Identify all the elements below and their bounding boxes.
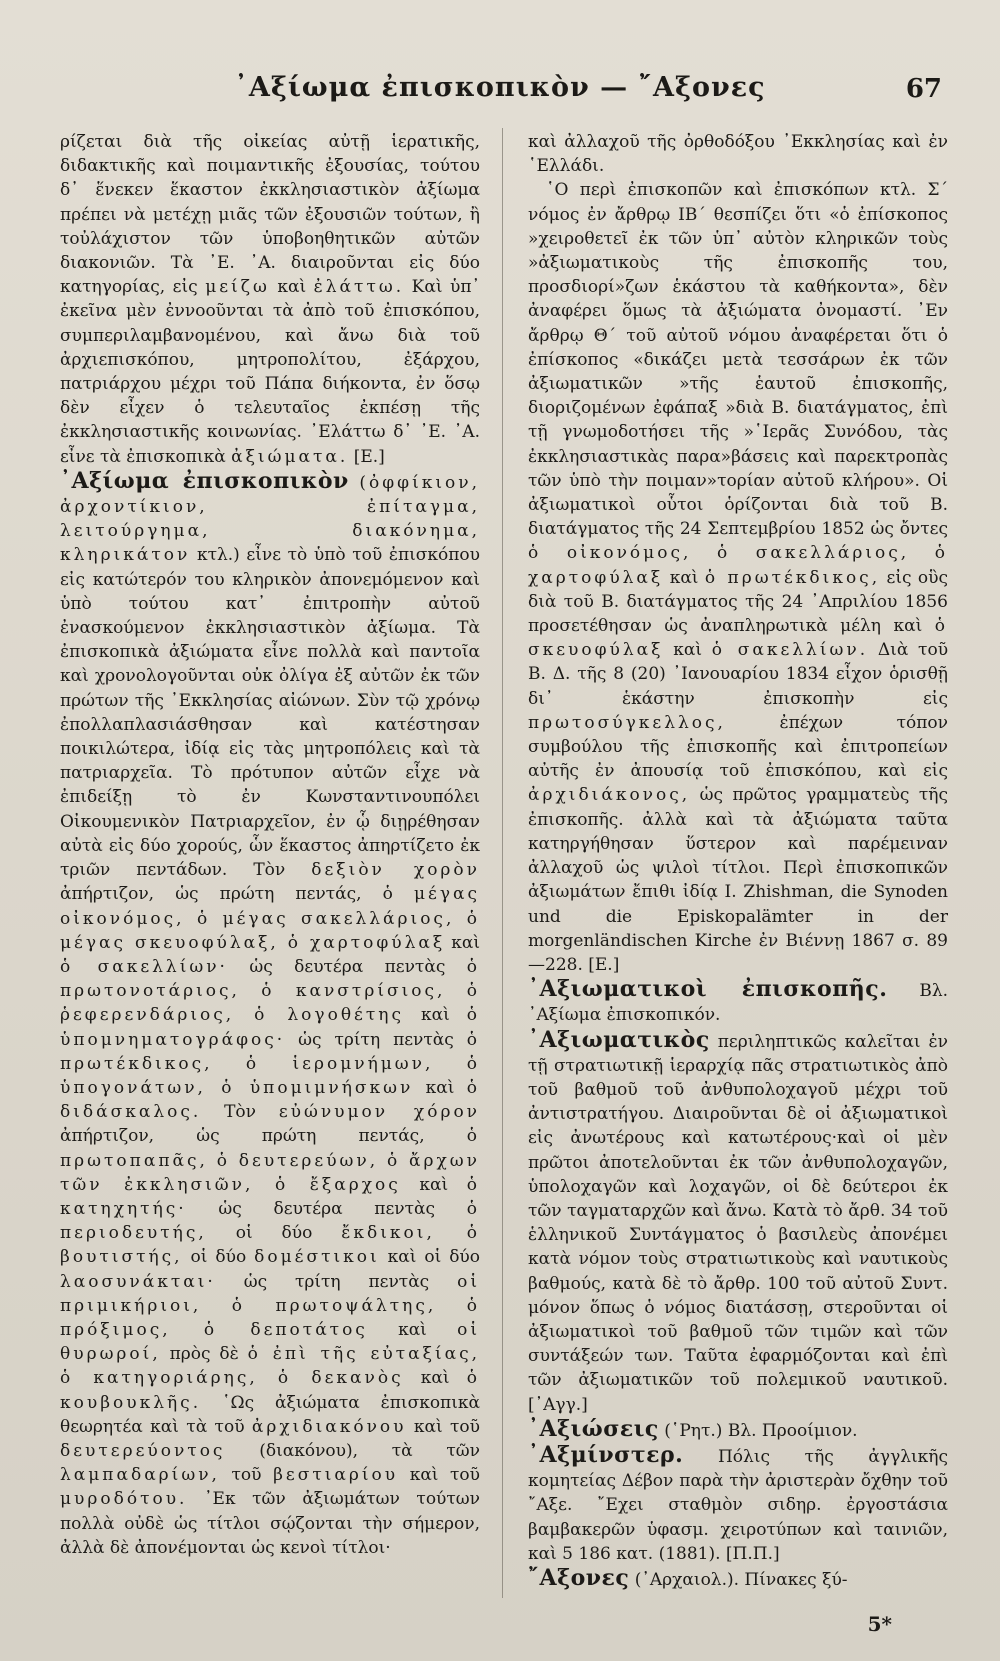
spaced-term: δεξιὸν χορὸν	[311, 860, 480, 881]
entry-headword: ᾿Αξιωματικὸς	[528, 1026, 710, 1053]
text-run: ῾Ο περὶ ἐπισκοπῶν καὶ ἐπισκόπων κτλ. Σ´ νόμος ἐν ἄρθρῳ ΙΒ´ θεσπίζει ὅτι «ὁ ἐπίσκοπος »χειροθετεῖ ἐκ τῶν ὑπ᾿ αὐτὸν κληρικῶν τοὺς »ἀξιωματικοὺς τῆς ἐπισκοπῆς του, προσδιορί»ζων ἑκάστου τὰ καθήκοντα», δὲν ἀναφέρει ὅμως τὰ ἀξιώματα ὀνομαστί. ᾿Εν ἄρθρῳ Θ´ τοῦ αὐτοῦ νόμου ἀναφέρεται ὅτι ὁ ἐπίσκοπος «δικάζει μετὰ τεσσάρων ἐκ τῶν ἀξιωματικῶν »τῆς ἑαυτοῦ ἐπισκοπῆς, διοριζομένων ἐφάπαξ »διὰ Β. διατάγματος, ἐπὶ τῇ γνωμοδοτήσει τῆς »῾Ιερᾶς Συνόδου, τὰς ἐκκλησιαστικὰς παρα»βάσεις καὶ παρεκτροπὰς τῶν ὑπὸ τὴν ποιμαν»τορίαν αὐτοῦ κλήρου». Οἱ ἀξιωματικοὶ οὗτοι ὁρίζονται διὰ τοῦ Β. διατάγματος τῆς 24 Σεπτεμβρίου 1852 ὡς ὄντες	[528, 180, 948, 540]
text-run: (διακόνου), τὰ τῶν	[259, 1440, 481, 1461]
text-run: (᾿Αρχαιολ.). Πίνακες ξύ-	[634, 1569, 848, 1590]
spaced-term: ὁ ἐπὶ τῆς εὐταξίας, ὁ κατηγοριάρης, ὁ δεκανὸς	[60, 1344, 481, 1389]
entry-axminster	[528, 1443, 948, 1566]
text-run: ῾Ως ἀξιώματα ἐπισκοπικὰ θεωρητέα καὶ τὰ τοῦ	[60, 1392, 480, 1437]
text-run: πρὸς δὲ	[169, 1344, 239, 1365]
text-run: καὶ	[669, 567, 699, 588]
left-paragraph-1	[60, 130, 480, 469]
spaced-term: ὁ σακελλίων.	[711, 640, 869, 661]
text-run: εἰς οὓς διὰ τοῦ Β. διατάγματος τῆς 24 ᾿Απριλίου 1856 προσετέθησαν ὡς ἀναπληρωτικὰ μέλη καὶ	[528, 567, 949, 637]
spaced-term: ὁ πρωτοπαπᾶς, ὁ δευτερεύων, ὁ ἄρχων τῶν ἐκκλησιῶν, ὁ ἔξαρχος	[60, 1126, 480, 1195]
spaced-term: οἱ πριμικήριοι, ὁ πρωτοψάλτης, ὁ πρόξιμος, ὁ δεποτάτος	[60, 1271, 480, 1340]
text-run: καὶ	[451, 932, 481, 953]
spaced-term: λαοσυνάκται·	[60, 1271, 216, 1292]
text-run: καὶ	[277, 277, 307, 298]
right-column	[528, 130, 948, 1592]
text-run: καὶ	[420, 1005, 450, 1026]
entry-headword: ᾿Αξιωματικοὶ ἐπισκοπῆς.	[528, 976, 888, 1003]
right-paragraph-2	[528, 178, 948, 977]
entry-axioma-episkopikon	[60, 469, 480, 1560]
spaced-term: ὁ κουβουκλῆς.	[60, 1368, 480, 1413]
text-run: καὶ οἱ δύο	[387, 1247, 481, 1268]
page-number: 67	[905, 74, 942, 104]
spaced-term: (ὀφφίκιον, ἀρχοντίκιον, ἐπίταγμα, λειτούργημα, διακόνημα, κληρικάτον	[60, 472, 480, 566]
text-run: ἀπήρτιζον, ὡς πρώτη πεντάς,	[60, 1126, 425, 1147]
text-run: καὶ	[419, 1174, 449, 1195]
text-run: ἀπήρτιζον, ὡς πρώτη πεντάς, ὁ	[60, 884, 393, 905]
text-run: ὡς τρίτη πεντὰς	[298, 1029, 454, 1050]
spaced-term: ἐλάττω.	[313, 277, 405, 298]
entry-axiomatikos	[528, 1028, 948, 1417]
text-run: κτλ.) εἶνε τὸ ὑπὸ τοῦ ἐπισκόπου εἰς κατώτερόν του κληρικὸν ἀπονεμόμενον καὶ ὑπὸ τούτου κατ᾿ ἐπιτροπὴν αὐτοῦ ἐνασκούμενον ἐκκλησιαστικὸν ἀξίωμα. Τὰ ἐπισκοπικὰ ἀξιώματα εἶνε πολλὰ καὶ παντοῖα καὶ χρονολογοῦνται οὐκ ὀλίγα ἐξ αὐτῶν ἐκ τῶν πρώτων τῆς ᾿Εκκλησίας αἰώνων. Σὺν τῷ χρόνῳ ἐπολλαπλασιάσθησαν καὶ κατέστησαν ποικιλώτερα, ἰδίᾳ εἰς τὰς μητροπόλεις καὶ τὰ πατριαρχεῖα. Τὸ πρότυπον αὐτῶν εἶχε νὰ ἐπιδείξῃ τὸ ἐν Κωνσταντινουπόλει Οἰκουμενικὸν Πατριαρχεῖον, ἐν ᾧ διῃρέθησαν αὐτὰ εἰς δύο χορούς, ὧν ἕκαστος ἀπηρτίζετο ἐκ τριῶν πεντάδων. Τὸν	[60, 545, 481, 881]
entry-headword: ᾿Αξμίνστερ.	[528, 1441, 684, 1468]
spaced-term: ὁ σκευοφύλαξ	[528, 616, 948, 661]
entry-axioseis	[528, 1417, 948, 1443]
text-run: (῾Ρητ.) Βλ. Προοίμιον.	[664, 1420, 858, 1441]
text-run: καὶ	[420, 1368, 450, 1389]
text-run: Καὶ ὑπ᾿ ἐκεῖνα μὲν ἐννοοῦνται τὰ ἀπὸ τοῦ ἐπισκόπου, συμπεριλαμβανομένου, καὶ ἄνω διὰ τοῦ ἀρχιεπισκόπου, μητροπολίτου, ἐξάρχου, πατριάρχου μέχρι τοῦ Πάπα διήκοντα, ἐν ὅσῳ δὲν εἶχεν ὁ τελευταῖος ἐκπέσῃ τῆς ἐκκλησιαστικῆς κοινωνίας. ᾿Ελάττω δ᾿ ᾿Ε. ᾿Α. εἶνε τὰ ἐπισκοπικὰ	[60, 277, 481, 467]
text-run: οἱ δύο	[235, 1223, 313, 1244]
spaced-term: μέγας οἰκονόμος, ὁ μέγας σακελλάριος, ὁ μέγας σκευοφύλαξ, ὁ χαρτοφύλαξ	[60, 884, 480, 953]
text-run: τοῦ	[231, 1465, 262, 1486]
text-run: ρίζεται διὰ τῆς οἰκείας αὐτῇ ἱερατικῆς, διδακτικῆς καὶ ποιμαντικῆς ἐξουσίας, τούτου δ᾿ ἕνεκεν ἕκαστον ἐκκλησιαστικὸν ἀξίωμα πρέπει νὰ μετέχῃ μιᾶς τῶν ἐξουσιῶν τούτων, ἢ τοὐλάχιστον τῶν ὑποβοηθητικῶν αὐτῶν διακονιῶν. Τὰ ᾿Ε. ᾿Α. διαιροῦνται εἰς δύο κατηγορίας, εἰς	[60, 132, 480, 298]
spaced-term: ὁ περιοδευτής,	[60, 1198, 480, 1244]
text-run: Διὰ τοῦ Β. Δ. τῆς 8 (20) ᾿Ιανουαρίου 1834 εἶχον ὁρισθῇ δι᾿ ἑκάστην ἐπισκοπὴν εἰς	[528, 640, 949, 709]
spaced-term: ἔκδικοι, ὁ βουτιστής,	[60, 1223, 481, 1268]
entry-headword: ῎Αξονες	[528, 1564, 630, 1591]
entry-headword: ᾿Αξιώσεις	[528, 1415, 659, 1442]
text-run: Πόλις τῆς ἀγγλικῆς κομητείας Δέβον παρὰ τὴν ἀριστερὰν ὄχθην τοῦ ῎Αξε. ῎Εχει σταθμὸν σιδηρ. ἐργοστάσια βαμβακερῶν ὑφασμ. χειροτύπων καὶ ταινιῶν, καὶ 5 186 κατ. (1881). [Π.Π.]	[528, 1446, 949, 1564]
spaced-term: ὁ πρωτέκδικος,	[704, 567, 881, 588]
spaced-term: ὁ πρωτονοτάριος, ὁ κανστρίσιος, ὁ ῥεφερενδάριος, ὁ λογοθέτης	[60, 956, 480, 1026]
spaced-term: ἀρχιδιακόνου	[251, 1416, 407, 1437]
spaced-term: μείζω	[205, 277, 270, 298]
text-run: καὶ τοῦ	[409, 1465, 481, 1486]
text-run: καὶ	[425, 1077, 455, 1098]
column-divider	[502, 128, 503, 1598]
text-run: καὶ	[398, 1319, 427, 1340]
entry-headword: ᾿Αξίωμα ἐπισκοπικὸν	[60, 467, 349, 494]
spaced-term: ὁ ὑπομνηματογράφος·	[60, 1005, 480, 1050]
spaced-term: εὐώνυμον χόρον	[278, 1102, 481, 1123]
spaced-term: ἀρχιδιάκονος,	[528, 785, 691, 806]
right-paragraph-1: καὶ ἀλλαχοῦ τῆς ὀρθοδόξου ᾿Εκκλησίας καὶ ἐν ῾Ελλάδι.	[528, 132, 948, 177]
text-run: ὡς πρῶτος γραμματεὺς τῆς ἐπισκοπῆς. ἀλλὰ καὶ τὰ ἀξιώματα ταῦτα κατηργήθησαν ὕστερον καὶ παρέμειναν ἀλλαχοῦ ὡς ψιλοὶ τίτλοι. Περὶ ἐπισκοπικῶν ἀξιωμάτων ἔπιθι ἰδίᾳ I. Zhishman, die Synoden und die Episkopalämter in der morgenländischen Kirche ἐν Βιέννῃ 1867 σ. 89—228. [Ε.]	[528, 785, 948, 975]
text-run: ὡς δευτέρα πεντὰς	[249, 956, 446, 977]
text-run: καὶ τοῦ	[413, 1416, 480, 1437]
text-run: οἱ δύο	[190, 1247, 247, 1268]
text-run: ᾿Εκ τῶν ἀξιωμάτων τούτων πολλὰ οὐδὲ ὡς τίτλοι σῴζονται τὴν σήμερον, ἀλλὰ δὲ ἀπονέμονται ὡς κενοὶ τίτλοι·	[60, 1489, 480, 1558]
spaced-term: ὁ οἰκονόμος, ὁ σακελλάριος, ὁ χαρτοφύλαξ	[528, 543, 948, 588]
spaced-term: βεστιαρίου	[273, 1465, 399, 1486]
spaced-term: ὁ διδάσκαλος.	[60, 1077, 481, 1123]
text-run: περιληπτικῶς καλεῖται ἐν τῇ στρατιωτικῇ ἱεραρχίᾳ πᾶς στρατιωτικὸς ἀπὸ τοῦ βαθμοῦ τοῦ ἀνθυπολοχαγοῦ μέχρι τοῦ ἀντιστρατήγου. Διαιροῦνται δὲ οἱ ἀξιωματικοὶ εἰς ἀνωτέρους καὶ κατωτέρους·καὶ οἱ μὲν πρῶτοι ἀποτελοῦνται ἐκ τῶν ἀνθυπολοχαγῶν, ὑπολοχαγῶν καὶ λοχαγῶν, οἱ δὲ δεύτεροι ἐκ τῶν ταγματαρχῶν καὶ ἄνω. Κατὰ τὸ ἄρθ. 34 τοῦ ἑλληνικοῦ Συντάγματος ὁ βασιλεὺς ἀπονέμει κατὰ νόμον τοὺς στρατιωτικοὺς καὶ ναυτικοὺς βαθμούς, κατὰ δὲ τὸ ἄρθρ. 100 τοῦ αὐτοῦ Συντ. μόνον ὅπως ὁ νόμος διατάσσῃ, στεροῦνται οἱ ἀξιωματικοὶ τοῦ βαθμοῦ τῶν τιμῶν καὶ τῶν συντάξεών των. Ταῦτα ἐφαρμόζονται καὶ ἐπὶ τῶν ἀξιωματικῶν τοῦ πολεμικοῦ ναυτικοῦ. [᾿Αγγ.]	[528, 1031, 948, 1415]
spaced-term: δευτερεύοντος	[60, 1440, 226, 1461]
spaced-term: οἱ θυρωροί,	[60, 1319, 480, 1365]
entry-axones	[528, 1566, 948, 1592]
text-run: Βλ. ᾿Αξίωμα ἐπισκοπικόν.	[528, 981, 948, 1026]
page-header	[0, 72, 1000, 122]
spaced-term: λαμπαδαρίων,	[60, 1465, 220, 1486]
entry-axiomatikoi-episkopis	[528, 977, 948, 1027]
running-title: ᾿Αξίωμα ἐπισκοπικὸν — ῎Αξονες	[234, 72, 766, 103]
spaced-term: μυροδότου.	[60, 1489, 188, 1510]
author-tag: [Ε.]	[353, 446, 385, 467]
spaced-term: ὁ κατηχητής·	[60, 1174, 481, 1219]
spaced-term: ὁ σακελλίων·	[60, 956, 228, 977]
text-run: καὶ	[673, 640, 703, 661]
spaced-term: πρωτοσύγκελλος,	[528, 712, 726, 733]
text-run: ἐπέχων τόπον συμβούλου τῆς ἐπισκοπῆς καὶ ἐπιτροπείων αὐτῆς ἐν ἀπουσίᾳ τοῦ ἐπισκόπου, καὶ εἰς	[528, 712, 948, 782]
signature-mark: 5*	[867, 1612, 892, 1636]
text-run: Τὸν	[224, 1102, 256, 1123]
text-run: ὡς τρίτη πεντὰς	[243, 1271, 430, 1292]
spaced-term: δομέστικοι	[254, 1247, 380, 1268]
spaced-term: ὁ πρωτέκδικος, ὁ ἱερομνήμων, ὁ ὑπογονάτων, ὁ ὑπομιμνήσκων	[60, 1029, 480, 1098]
text-run: ὡς δευτέρα πεντὰς	[218, 1198, 436, 1219]
spaced-term: ἀξιώματα.	[231, 446, 349, 467]
left-column	[60, 130, 480, 1560]
